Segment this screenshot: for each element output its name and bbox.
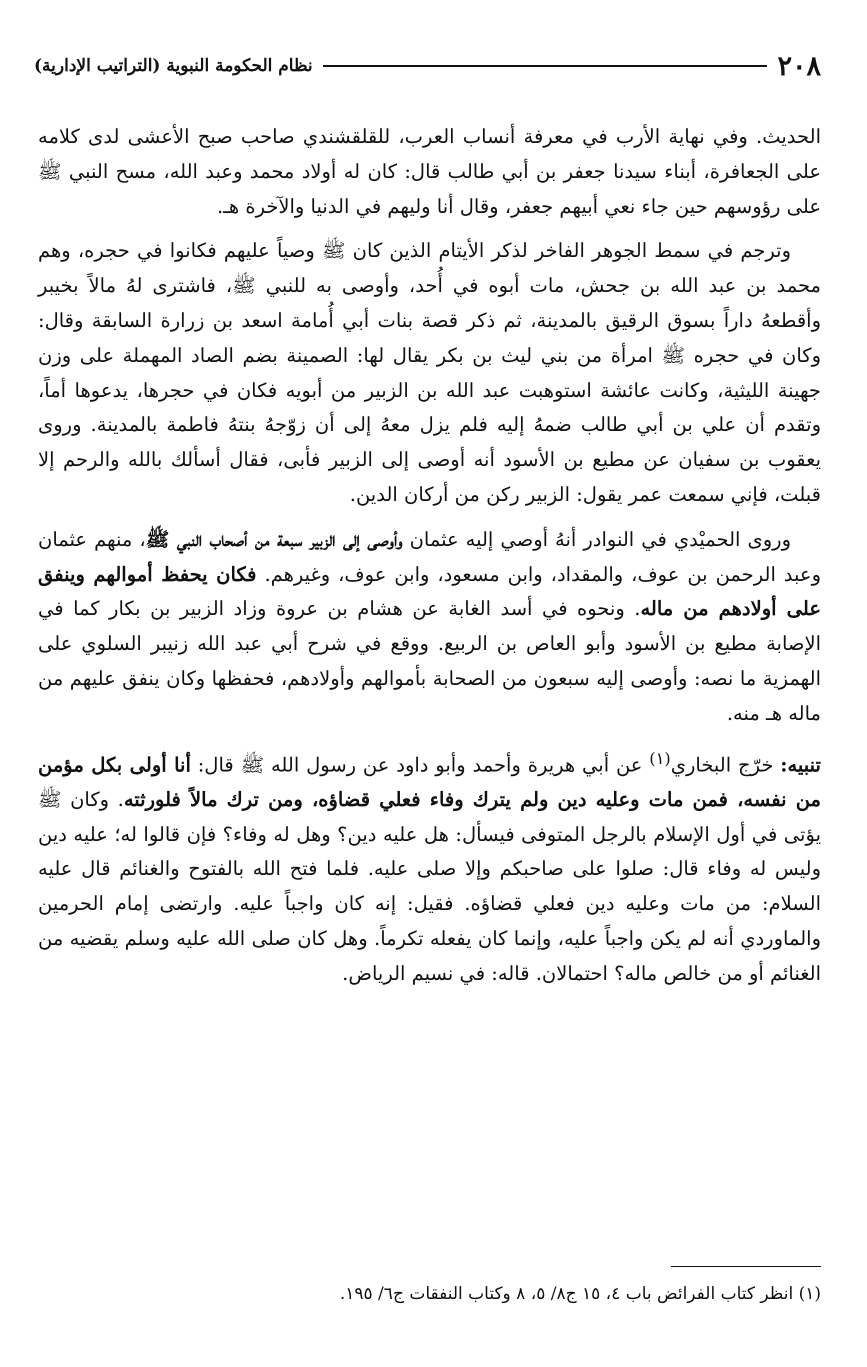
paragraph-3-text-2: ، منهم عثمان وعبد الرحمن بن عوف، والمقداد، وابن مسعود، وابن عوف، وغيرهم. <box>38 527 821 586</box>
main-text <box>38 120 821 1002</box>
footnote-rule <box>671 1266 821 1267</box>
paragraph-3 <box>38 523 821 732</box>
paragraph-3-text-3: . ونحوه في أسد الغابة عن هشام بن عروة وزاد الزبير بن بكار كما في الإصابة مطيع بن الأسود وأبو العاص بن الربيع. ووقع في شرح أبي عبد الله زنيبر السلوي على الهمزية ما نصه: وأوصى إليه سبعون من الصحابة بأموالهم وأولادهم، فحفظها وكان ينفق عليهم من ماله هـ منه. <box>38 597 821 725</box>
paragraph-1: الحديث. وفي نهاية الأرب في معرفة أنساب العرب، للقلقشندي صاحب صبح الأعشى لدى كلامه على الجعافرة، أبناء سيدنا جعفر بن أبي طالب قال: كان له أولاد محمد وعبد الله، مسح النبي ﷺ على رؤوسهم حين جاء نعي أبيهم جعفر، وقال أنا وليهم في الدنيا والآخرة هـ. <box>38 125 821 218</box>
paragraph-4-bold-hadith: أنا أولى بكل مؤمن من نفسه، فمن مات وعليه دين ولم يترك وفاء فعلي قضاؤه، ومن ترك مالاً فلورثته <box>38 753 821 811</box>
footnote-marker: (١) <box>649 748 671 768</box>
paragraph-4-text-1: خرّج البخاري <box>670 753 781 777</box>
paragraph-3-text-1: وروى الحميْدي في النوادر أنهُ أوصي إليه عثمان <box>402 527 791 551</box>
note-label: تنبيه: <box>780 753 821 777</box>
paragraph-4-text-2: عن أبي هريرة وأحمد وأبو داود عن رسول الله ﷺ قال: <box>190 753 650 777</box>
paragraph-3-bold-2: فكان يحفظ أموالهم وينفق على أولادهم من ماله <box>38 562 821 621</box>
paragraph-4-note <box>38 742 821 992</box>
page-number: ٢٠٨ <box>777 50 821 82</box>
header-rule <box>323 65 768 67</box>
page-header <box>34 46 821 86</box>
paragraph-2: وترجم في سمط الجوهر الفاخر لذكر الأيتام الذين كان ﷺ وصياً عليهم فكانوا في حجره، وهم محمد بن عبد الله بن جحش، مات أبوه في أُحد، وأوصى به للنبي ﷺ، فاشترى لهُ مالاً بخيبر وأقطعهُ داراً بسوق الرقيق بالمدينة، ثم ذكر قصة بنات أبي أُمامة اسعد بن زرارة السابقة وقال: وكان في حجره ﷺ امرأة من بني ليث بن بكر يقال لها: الصمينة بضم الصاد المهملة على وزن جهينة الليثية، وكانت عائشة استوهبت عبد الله بن الزبير من أبويه فكان في حجرها، يدعوها أماً، وتقدم أن علي بن أبي طالب ضمهُ إليه فلم يزل معهُ إلى أن زوّجهُ بنتهُ فاطمة بالمدينة. وروى يعقوب بن سفيان عن مطيع بن الأسود أنه أوصى إلى الزبير فأبى، فقال أسألك بالله والرحم إلا قبلت، فإني سمعت عمر يقول: الزبير ركن من أركان الدين. <box>38 239 821 506</box>
footnote: (١) انظر كتاب الفرائض باب ٤، ١٥ ج٨/ ٥، ٨ وكتاب النفقات ج٦/ ١٩٥. <box>339 1284 821 1304</box>
running-title: نظام الحكومة النبوية (التراتيب الإدارية) <box>34 56 313 76</box>
paragraph-4-text-3: . وكان ﷺ يؤتى في أول الإسلام بالرجل المتوفى فيسأل: هل عليه دين؟ وهل له وفاء؟ فإن قالوا له؛ عليه دين وليس له وفاء قال: صلوا على صاحبكم وإلا صلى عليه. فلما فتح الله بالفتوح والغنائم قال عليه السلام: من مات وعليه دين فعلي قضاؤه. فقيل: إنه كان واجباً عليه. وارتضى إمام الحرمين والماوردي أنه لم يكن واجباً عليه، وإنما كان يفعله تكرماً. وهل كان صلى الله عليه وسلم يقضيه من الغنائم أو من خالص ماله؟ احتمالان. قاله: في نسيم الرياض. <box>38 787 821 985</box>
paragraph-3-bold-1: وأوصى إلى الزبير سبعة من أصحاب النبي ﷺ <box>145 527 403 551</box>
